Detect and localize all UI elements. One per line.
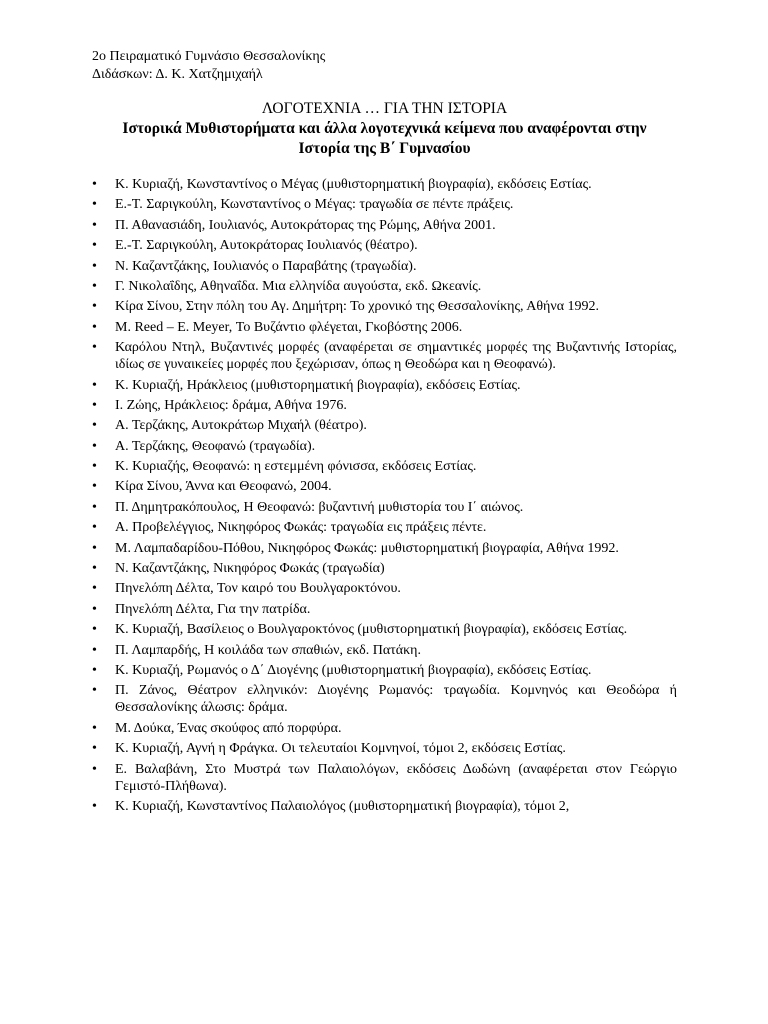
list-item-text: Α. Προβελέγγιος, Νικηφόρος Φωκάς: τραγωδία εις πράξεις πέντε. — [115, 520, 487, 536]
list-item-text: Π. Δημητρακόπουλος, Η Θεοφανώ: βυζαντινή μυθιστορία του Ι΄ αιώνος. — [115, 499, 524, 515]
bullet-icon: • — [92, 418, 97, 434]
bullet-icon: • — [92, 520, 97, 536]
bullet-icon: • — [92, 741, 97, 757]
bullet-icon: • — [92, 319, 97, 335]
list-item-text: Κ. Κυριαζή, Ηράκλειος (μυθιστορηματική βιογραφία), εκδόσεις Εστίας. — [115, 377, 521, 393]
bullet-icon: • — [92, 177, 97, 192]
list-item — [92, 621, 677, 638]
list-item-text: Ε. Βαλαβάνη, Στο Μυστρά των Παλαιολόγων, εκδόσεις Δωδώνη (αναφέρεται στον Γεώργιο Γεμιστό-Πλήθωνα). — [115, 761, 677, 794]
bullet-icon: • — [92, 622, 97, 638]
list-item — [92, 662, 677, 679]
list-item — [92, 601, 677, 618]
bullet-icon: • — [92, 561, 97, 577]
page-title: ΛΟΓΟΤΕΧΝΙΑ … ΓΙΑ ΤΗΝ ΙΣΤΟΡΙΑ — [261, 100, 508, 117]
list-item-text: Ν. Καζαντζάκης, Νικηφόρος Φωκάς (τραγωδία) — [115, 561, 385, 577]
list-item — [92, 478, 677, 495]
list-item — [92, 499, 677, 516]
teacher-name: Διδάσκων: Δ. Κ. Χατζημιχαήλ — [92, 67, 263, 82]
list-item-text: Πηνελόπη Δέλτα, Τον καιρό του Βουλγαροκτόνου. — [115, 581, 401, 597]
bullet-icon: • — [92, 662, 97, 678]
list-item-text: Κ. Κυριαζής, Θεοφανώ: η εστεμμένη φόνισσα, εκδόσεις Εστίας. — [115, 459, 477, 475]
bullet-icon: • — [92, 340, 97, 356]
list-item — [92, 761, 677, 795]
list-item-text: Κίρα Σίνου, Άννα και Θεοφανώ, 2004. — [115, 479, 332, 495]
list-item — [92, 258, 677, 275]
list-item — [92, 682, 677, 716]
list-item-text: Ν. Καζαντζάκης, Ιουλιανός ο Παραβάτης (τραγωδία). — [115, 258, 417, 274]
list-item-text: Κ. Κυριαζή, Κωνσταντίνος ο Μέγας (μυθιστορηματική βιογραφία), εκδόσεις Εστίας. — [115, 177, 592, 192]
list-item-text: Κ. Κυριαζή, Αγνή η Φράγκα. Οι τελευταίοι Κομνηνοί, τόμοι 2, εκδόσεις Εστίας. — [115, 741, 566, 757]
bullet-icon: • — [92, 581, 97, 597]
bullet-icon: • — [92, 798, 97, 814]
bullet-icon: • — [92, 438, 97, 454]
list-item-text: Ε.-Τ. Σαριγκούλη, Κωνσταντίνος ο Μέγας: τραγωδία σε πέντε πράξεις. — [115, 197, 514, 213]
list-item-text: Ε.-Τ. Σαριγκούλη, Αυτοκράτορας Ιουλιανός (θέατρο). — [115, 238, 418, 254]
list-item — [92, 176, 677, 193]
bullet-icon: • — [92, 642, 97, 658]
bullet-icon: • — [92, 761, 97, 777]
list-item — [92, 237, 677, 254]
list-item — [92, 519, 677, 536]
list-item — [92, 217, 677, 234]
bullet-icon: • — [92, 720, 97, 736]
list-item-text: Π. Αθανασιάδη, Ιουλιανός, Αυτοκράτορας της Ρώμης, Αθήνα 2001. — [115, 217, 496, 233]
bullet-icon: • — [92, 479, 97, 495]
list-item-text: Καρόλου Ντηλ, Βυζαντινές μορφές (αναφέρεται σε σημαντικές μορφές της Βυζαντινής Ιστορίας, ιδίως σε γυναικείες μορφές που ξεχώρισαν, όπως η Θεοδώρα και η Θεοφανώ). — [115, 340, 677, 373]
school-name: 2ο Πειραματικό Γυμνάσιο Θεσσαλονίκης — [92, 49, 326, 64]
list-item-text: Ι. Ζώης, Ηράκλειος: δράμα, Αθήνα 1976. — [115, 397, 347, 413]
list-item — [92, 740, 677, 757]
bullet-icon: • — [92, 459, 97, 475]
list-item — [92, 298, 677, 315]
list-item — [92, 580, 677, 597]
list-item — [92, 720, 677, 737]
list-item-text: Γ. Νικολαΐδης, Αθηναΐδα. Μια ελληνίδα αυγούστα, εκδ. Ωκεανίς. — [115, 278, 482, 294]
bullet-icon: • — [92, 278, 97, 294]
list-item-text: Κίρα Σίνου, Στην πόλη του Αγ. Δημήτρη: Το χρονικό της Θεσσαλονίκης, Αθήνα 1992. — [115, 299, 600, 315]
list-item-text: Μ. Λαμπαδαρίδου-Πόθου, Νικηφόρος Φωκάς: μυθιστορηματική βιογραφία, Αθήνα 1992. — [115, 540, 619, 556]
list-item — [92, 560, 677, 577]
list-item-text: Α. Τερζάκης, Θεοφανώ (τραγωδία). — [115, 438, 316, 454]
bullet-icon: • — [92, 540, 97, 556]
bullet-icon: • — [92, 238, 97, 254]
list-item — [92, 458, 677, 475]
list-item-text: Πηνελόπη Δέλτα, Για την πατρίδα. — [115, 601, 311, 617]
bullet-icon: • — [92, 683, 97, 699]
list-item-text: M. Reed – E. Meyer, Το Βυζάντιο φλέγεται, Γκοβόστης 2006. — [115, 319, 463, 335]
bullet-icon: • — [92, 499, 97, 515]
list-item-text: Κ. Κυριαζή, Ρωμανός ο Δ΄ Διογένης (μυθιστορηματική βιογραφία), εκδόσεις Εστίας. — [115, 662, 592, 678]
list-item — [92, 417, 677, 434]
page-subtitle-line-2: Ιστορία της Β΄ Γυμνασίου — [298, 140, 471, 157]
list-item — [92, 339, 677, 373]
bullet-icon: • — [92, 197, 97, 213]
list-item — [92, 278, 677, 295]
list-item — [92, 377, 677, 394]
list-item — [92, 319, 677, 336]
list-item-text: Α. Τερζάκης, Αυτοκράτωρ Μιχαήλ (θέατρο). — [115, 418, 367, 434]
list-item — [92, 438, 677, 455]
list-item — [92, 540, 677, 557]
list-item — [92, 196, 677, 213]
bullet-icon: • — [92, 217, 97, 233]
list-item — [92, 397, 677, 414]
bullet-icon: • — [92, 377, 97, 393]
book-list — [92, 176, 677, 818]
list-item-text: Κ. Κυριαζή, Κωνσταντίνος Παλαιολόγος (μυθιστορηματική βιογραφία), τόμοι 2, — [115, 798, 570, 814]
bullet-icon: • — [92, 258, 97, 274]
page-subtitle-line-1: Ιστορικά Μυθιστορήματα και άλλα λογοτεχνικά κείμενα που αναφέρονται στην — [122, 120, 647, 137]
list-item-text: Π. Ζάνος, Θέατρον ελληνικόν: Διογένης Ρωμανός: τραγωδία. Κομνηνός και Θεοδώρα ή Θεσσαλονίκης άλωσις: δράμα. — [115, 683, 677, 716]
document-header — [92, 48, 325, 84]
list-item-text: Π. Λαμπαρδής, Η κοιλάδα των σπαθιών, εκδ. Πατάκη. — [115, 642, 422, 658]
bullet-icon: • — [92, 397, 97, 413]
list-item — [92, 798, 677, 815]
list-item-text: Κ. Κυριαζή, Βασίλειος ο Βουλγαροκτόνος (μυθιστορηματική βιογραφία), εκδόσεις Εστίας. — [115, 622, 628, 638]
list-item-text: Μ. Δούκα, Ένας σκούφος από πορφύρα. — [115, 720, 342, 736]
list-item — [92, 642, 677, 659]
bullet-icon: • — [92, 601, 97, 617]
document-titles — [92, 99, 677, 159]
bullet-icon: • — [92, 299, 97, 315]
